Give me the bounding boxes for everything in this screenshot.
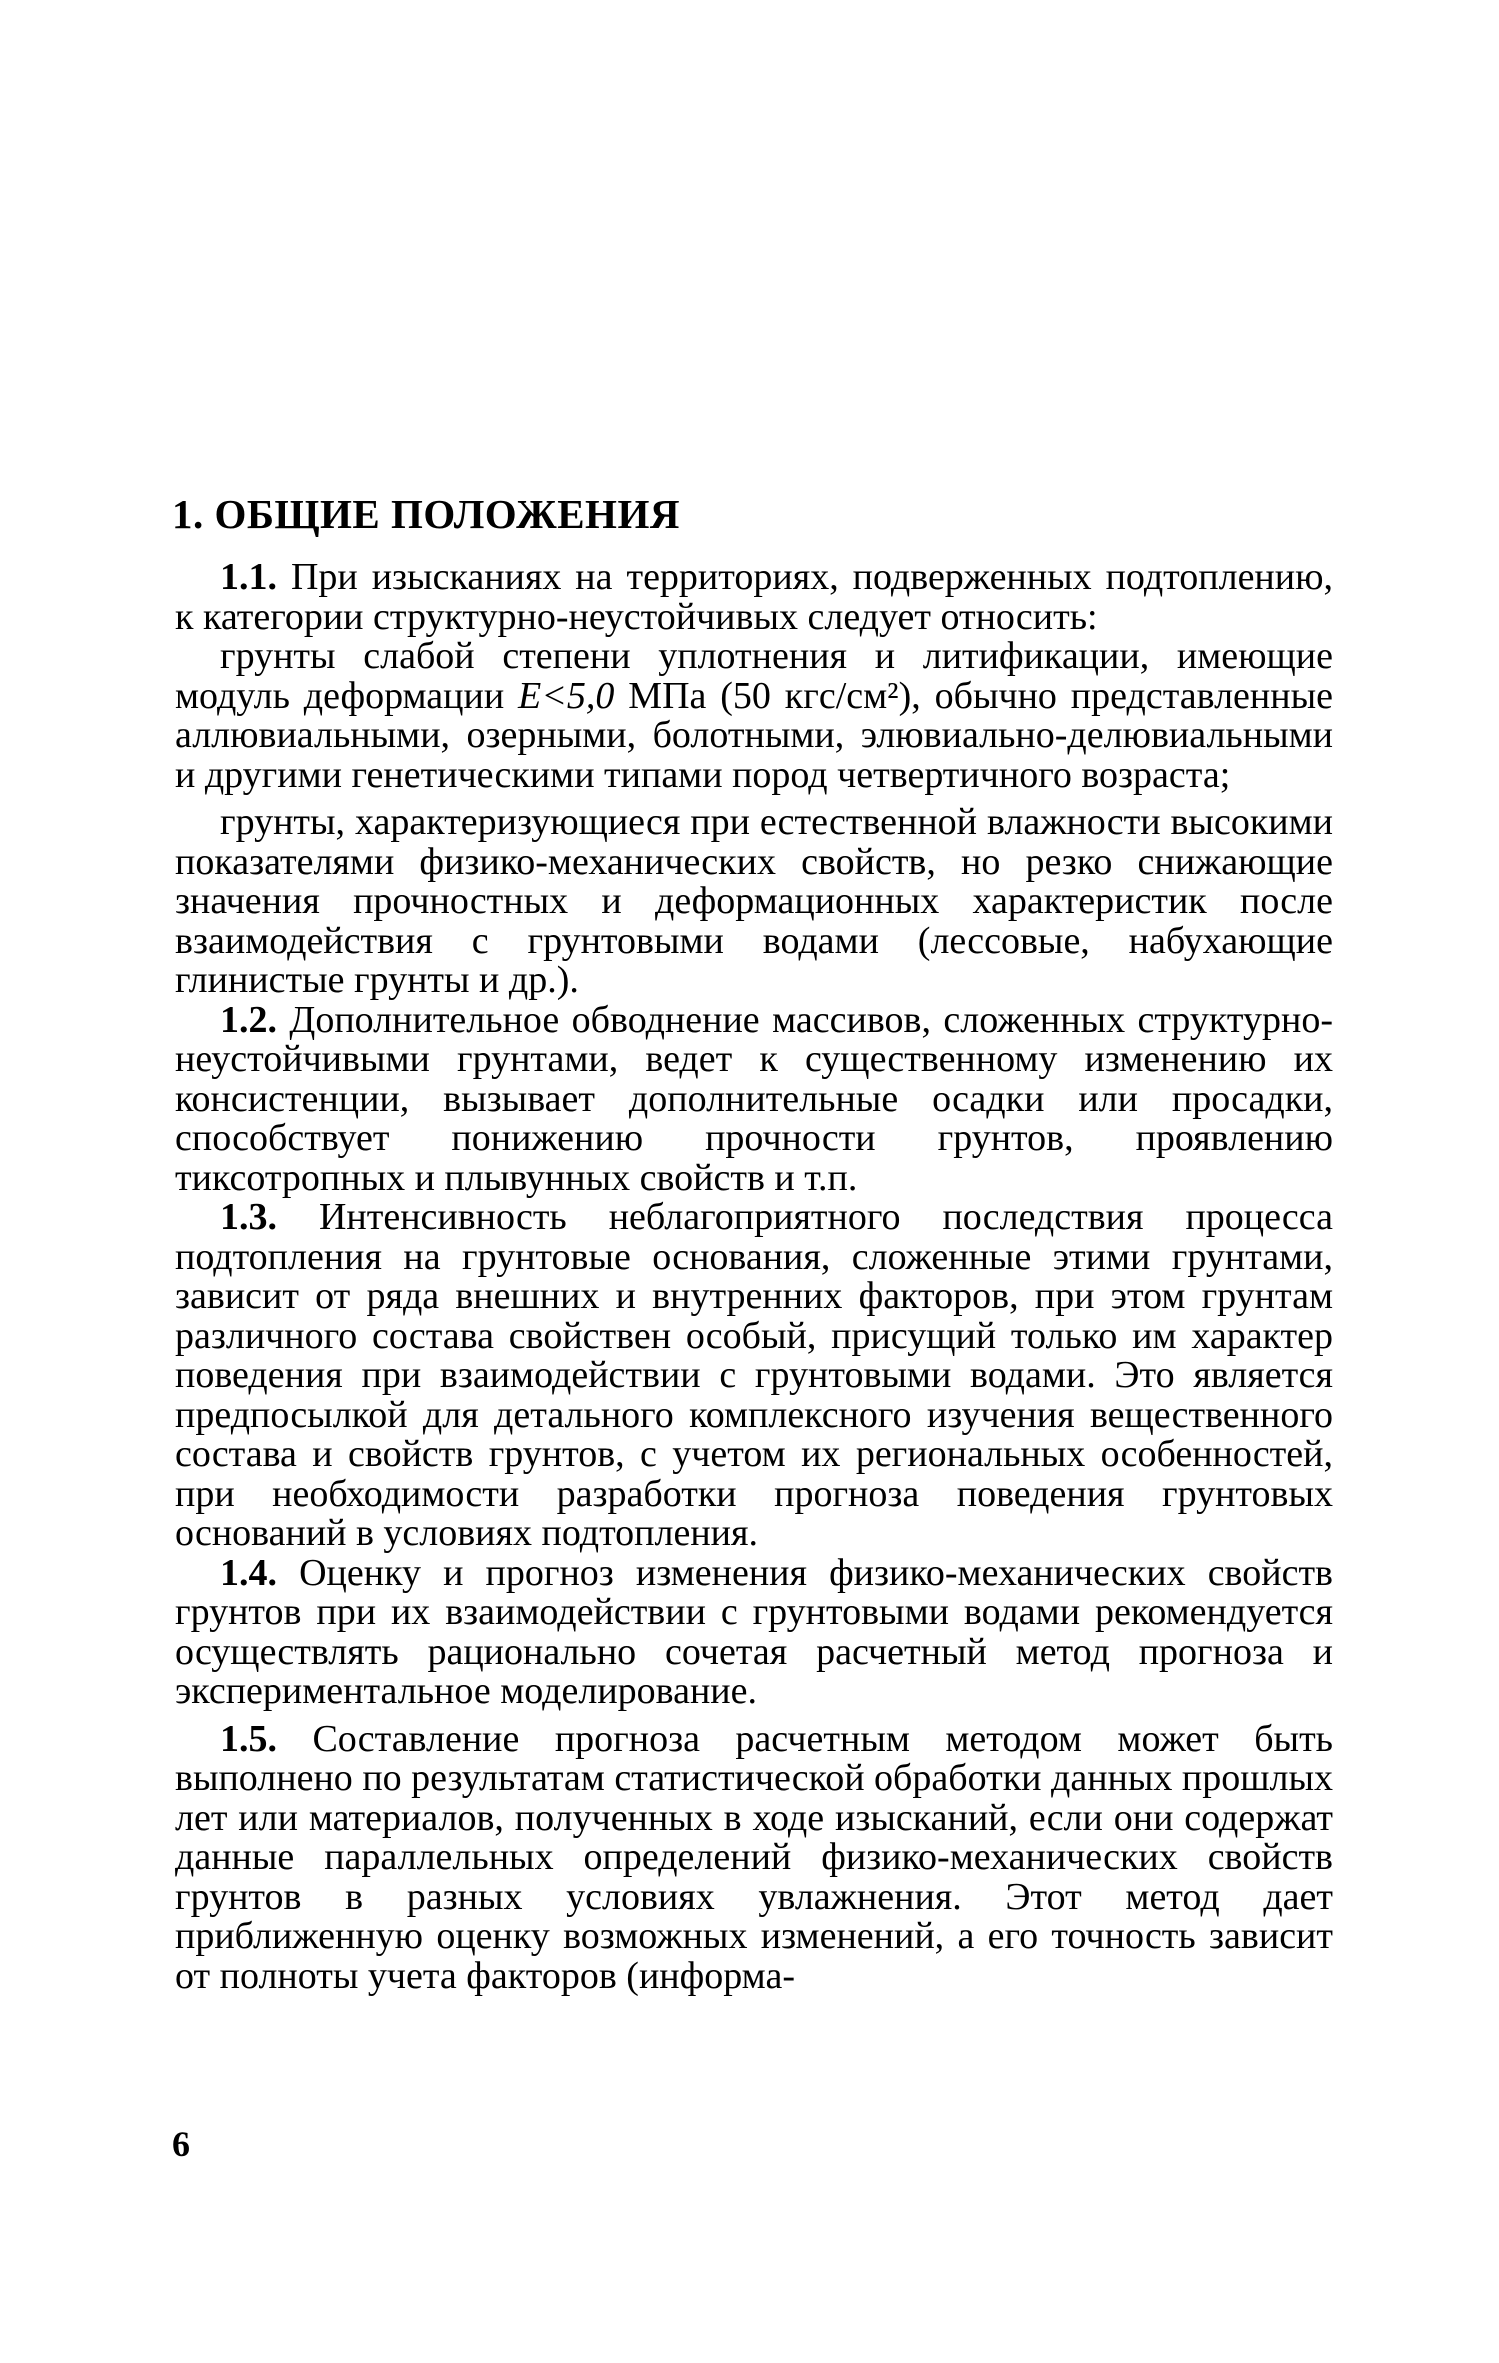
paragraph-1-1 [175, 558, 1333, 637]
paragraph-soils-weak [175, 637, 1333, 795]
body-text [175, 558, 1333, 1996]
deformation-modulus-formula: E<5,0 [518, 674, 615, 717]
paragraph-soils-loess [175, 803, 1333, 1001]
paragraph-number: 1.3. [220, 1196, 277, 1238]
paragraph-text: Составление прогноза расчетным методом может быть выполнено по результатам статистической обработки данных прошлых лет или материалов, полученных в ходе изысканий, если они содержат данные параллельных определений физико-механических свойств грунтов в разных условиях увлажнения. Этот метод дает приближенную оценку возможных изменений, а его точность зависит от полноты учета факторов (информа- [175, 1717, 1333, 1997]
paragraph-text: При изысканиях на территориях, подверженных подтоплению, к категории структурно-неустойчивых следует относить: [175, 556, 1333, 638]
paragraph-text: Дополнительное обводнение массивов, сложенных структурно-неустойчивыми грунтами, ведет к существенному изменению их консистенции, вызывает дополнительные осадки или просадки, способствует понижению прочности грунтов, проявлению тиксотропных и плывунных свойств и т.п. [175, 998, 1333, 1199]
paragraph-1-3 [175, 1198, 1333, 1554]
paragraph-text: МПа (50 кгс/см²), обычно представленные аллювиальными, озерными, болотными, элювиально-делювиальными и другими генетическими типами пород четвертичного возраста; [175, 674, 1333, 796]
paragraph-text: Интенсивность неблагоприятного последствия процесса подтопления на грунтовые основания, сложенные этими грунтами, зависит от ряда внешних и внутренних факторов, при этом грунтам различного состава свойствен особый, присущий только им характер поведения при взаимодействии с грунтовыми водами. Это является предпосылкой для детального комплексного изучения вещественного состава и свойств грунтов, с учетом их региональных особенностей, при необходимости разработки прогноза поведения грунтовых оснований в условиях подтопления. [175, 1196, 1333, 1554]
section-heading: 1. ОБЩИЕ ПОЛОЖЕНИЯ [172, 491, 680, 537]
paragraph-number: 1.5. [220, 1717, 277, 1760]
paragraph-1-5 [175, 1717, 1333, 1997]
page-number: 6 [172, 2124, 190, 2164]
paragraph-number: 1.1. [220, 556, 277, 598]
paragraph-1-4 [175, 1551, 1333, 1712]
paragraph-1-2 [175, 998, 1333, 1199]
paragraph-text: Оценку и прогноз изменения физико-механических свойств грунтов при их взаимодействии с грунтовыми водами рекомендуется осуществлять рационально сочетая расчетный метод прогноза и экспериментальное моделирование. [175, 1551, 1333, 1712]
paragraph-number: 1.2. [220, 998, 277, 1041]
paragraph-text: грунты слабой степени уплотнения и литификации, имеющие модуль деформации [175, 635, 1333, 717]
paragraph-number: 1.4. [220, 1551, 277, 1594]
paragraph-text: грунты, характеризующиеся при естественной влажности высокими показателями физико-механических свойств, но резко снижающие значения прочностных и деформационных характеристик после взаимодействия с грунтовыми водами (лессовые, набухающие глинистые грунты и др.). [175, 801, 1333, 1001]
